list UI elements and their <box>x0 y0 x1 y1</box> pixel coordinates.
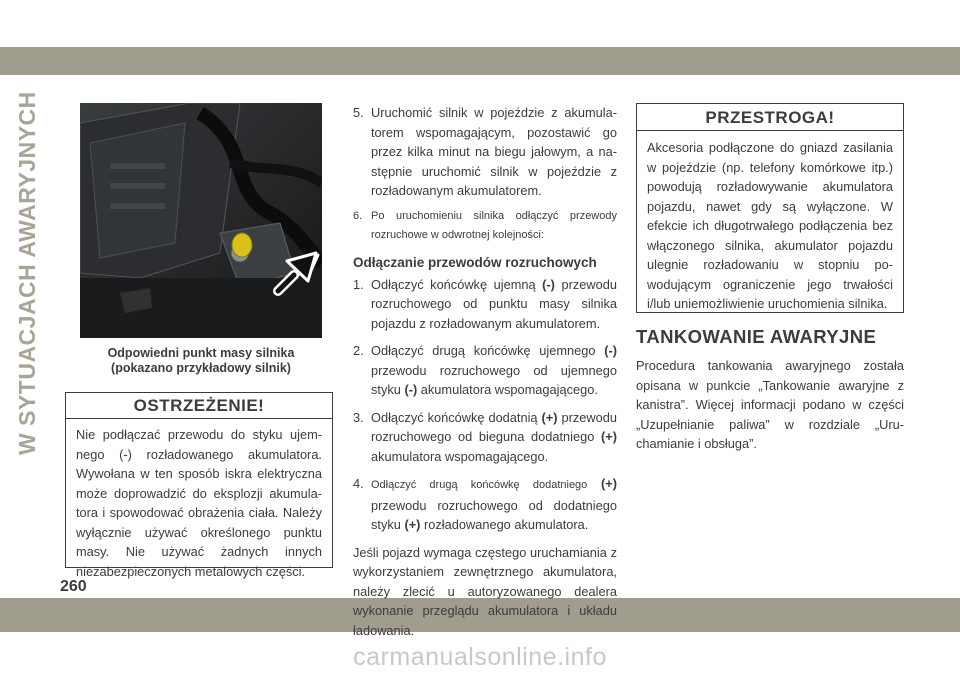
positive-symbol: (+) <box>541 409 558 425</box>
step-text: przewodu rozruchowego od bieguna dodatniego <box>371 409 617 444</box>
step-number: 5. <box>353 105 364 120</box>
top-band <box>0 47 960 75</box>
warning-box <box>65 392 333 579</box>
section-text: Procedura tankowania awaryjnego została opisana w punkcie „Tankowanie awaryjne z kanistra”. Więcej informacji podano w części „Uzupełnianie paliwa” w rozdziale „Uruchamianie i obsługa”. <box>636 358 904 451</box>
step-text: przewodu rozruchowego od ujemnego styku <box>371 362 617 397</box>
warning-heading: OSTRZEŻENIE! <box>66 393 332 419</box>
step-number: 4. <box>353 476 364 491</box>
step-text: Odłączyć drugą końcówkę ujemnego <box>371 343 596 358</box>
disconnect-step-1 <box>353 275 617 334</box>
frequent-jump-start-note: Jeśli pojazd wymaga częstego uruchamiania z wykorzystaniem zewnętrznego akumulatora, należy zlecić u autoryzowanego dealera wykonanie przeglądu akumulatora i układu ładowania. <box>353 544 617 638</box>
watermark: carmanualsonline.info <box>353 643 607 671</box>
step-number: 6. <box>353 209 363 222</box>
caution-heading: PRZESTROGA! <box>637 104 903 131</box>
page-number: 260 <box>60 578 87 595</box>
positive-symbol: (+) <box>601 429 617 444</box>
negative-symbol: (-) <box>542 276 555 292</box>
warning-text: Nie podłączać przewodu do styku ujemnego (-) rozładowanego akumulatora. Wywołana w ten sposób iskra elektryczna może doprowadzić do eksplozji akumulatora i spowodować obrażenia ciała. Należy wyłącznie używać określonego punktu masy. Nie używać żadnych innych niezabezpieczonych metalowych części. <box>76 427 322 579</box>
step-text: akumulatora wspomagającego. <box>371 448 549 464</box>
step-text: Odłączyć końcówkę dodatnią <box>371 409 538 425</box>
step-text: Uruchomić silnik w pojeździe z akumulatorem wspomagającym, pozostawić go przez kilka minut na biegu jałowym, a następnie uruchomić silnik w pojeździe z rozładowanym akumulatorem. <box>371 105 617 198</box>
step-6 <box>353 207 617 246</box>
positive-symbol: (+) <box>601 476 617 491</box>
section-title: TANKOWANIE AWARYJNE <box>636 326 877 347</box>
caution-box <box>636 103 904 313</box>
disconnect-step-4 <box>353 474 617 535</box>
negative-symbol: (-) <box>604 343 617 358</box>
step-5 <box>353 103 617 201</box>
step-text: rozładowanego akumulatora. <box>424 517 589 532</box>
step-text: przewodu rozruchowego od punktu masy silnika pojazdu z rozładowanym akumulatorem. <box>371 276 617 331</box>
figure-caption-line2: (pokazano przykładowy silnik) <box>111 361 291 375</box>
step-text: przewodu rozruchowego od dodatniego styku <box>371 497 617 532</box>
step-number: 1. <box>353 276 364 292</box>
engine-ground-photo <box>80 103 322 338</box>
step-number: 2. <box>353 343 364 358</box>
positive-symbol: (+) <box>404 517 421 532</box>
chapter-side-title: W SYTUACJACH AWARYJNYCH <box>14 91 40 455</box>
step-text: Odłączyć końcówkę ujemną <box>371 276 536 292</box>
figure-caption <box>80 346 322 376</box>
negative-symbol: (-) <box>404 382 418 397</box>
step-text: Odłączyć drugą końcówkę dodatniego <box>371 479 588 491</box>
caution-text: Akcesoria podłączone do gniazd zasilania w pojeździe (np. telefony komórkowe itp.) powodują rozładowywanie akumulatora pojazdu, nawet gdy są wyłączone. W efekcie ich długotrwałego podłączenia bez włączonego silnika, akumulator pojazdu ulegnie rozładowaniu w stopniu powodującym ograniczenie jego trwałości i/lub uniemożliwienie uruchomienia silnika. <box>647 140 893 311</box>
step-number: 3. <box>353 409 364 425</box>
disconnect-step-2 <box>353 341 617 400</box>
disconnect-step-3 <box>353 408 617 467</box>
disconnect-heading: Odłączanie przewodów rozruchowych <box>353 254 597 270</box>
instructions-column <box>353 103 617 640</box>
step-text: akumulatora wspomagającego. <box>420 382 598 397</box>
figure-caption-line1: Odpowiedni punkt masy silnika <box>107 346 295 360</box>
step-text: Po uruchomieniu silnika odłączyć przewody rozruchowe w odwrotnej kolejności: <box>371 209 617 241</box>
